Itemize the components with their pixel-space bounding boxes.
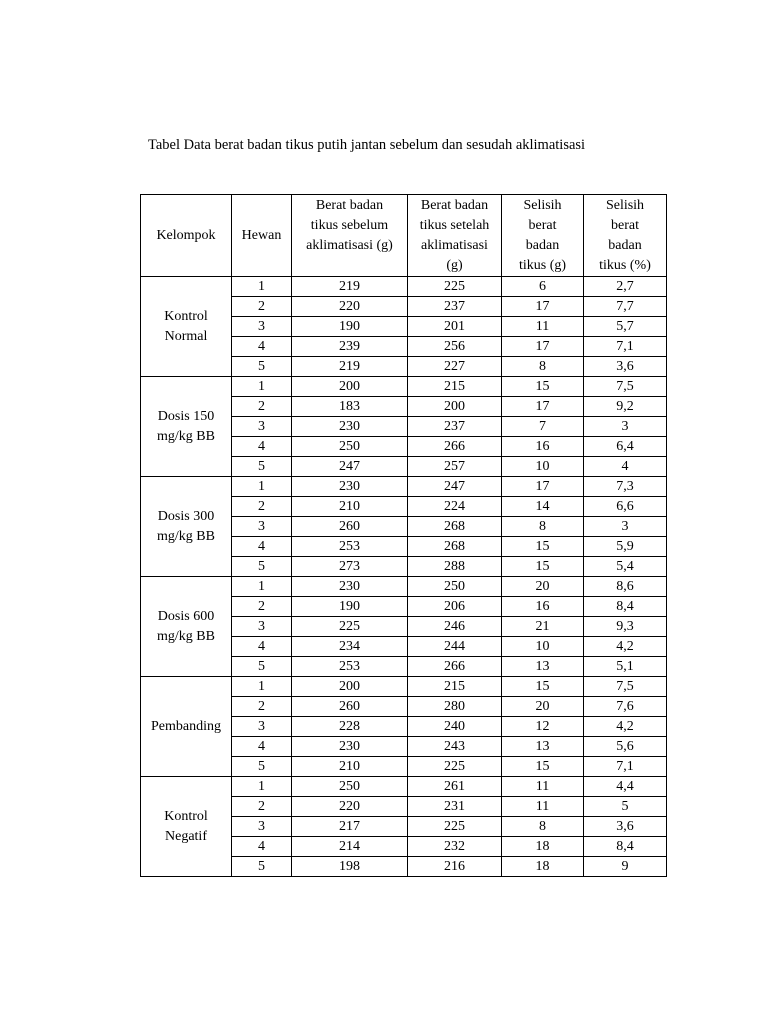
berat-sebelum-cell: 190 [292, 597, 408, 617]
selisih-pct-cell: 6,4 [584, 437, 667, 457]
group-name-line: mg/kg BB [157, 628, 215, 644]
group-name-cell [141, 677, 232, 777]
berat-setelah-cell: 237 [408, 297, 502, 317]
berat-sebelum-cell: 260 [292, 697, 408, 717]
header-line: badan [608, 238, 642, 253]
hewan-cell: 2 [232, 297, 292, 317]
selisih-g-cell: 8 [502, 817, 584, 837]
group-name-line: Dosis 600 [157, 608, 215, 624]
berat-sebelum-cell: 219 [292, 357, 408, 377]
selisih-g-cell: 17 [502, 477, 584, 497]
berat-setelah-cell: 200 [408, 397, 502, 417]
selisih-pct-cell: 7,5 [584, 677, 667, 697]
selisih-g-cell: 8 [502, 517, 584, 537]
selisih-pct-cell: 6,6 [584, 497, 667, 517]
header-line: tikus setelah [419, 218, 490, 233]
group-name-cell [141, 277, 232, 377]
berat-sebelum-cell: 228 [292, 717, 408, 737]
hewan-cell: 2 [232, 697, 292, 717]
hewan-cell: 3 [232, 517, 292, 537]
berat-setelah-cell: 232 [408, 837, 502, 857]
berat-setelah-cell: 206 [408, 597, 502, 617]
header-line: berat [611, 218, 639, 233]
group-name-line: Kontrol [164, 308, 208, 324]
selisih-pct-cell: 4,2 [584, 637, 667, 657]
selisih-pct-cell: 3 [584, 417, 667, 437]
selisih-g-cell: 15 [502, 757, 584, 777]
selisih-pct-cell: 3 [584, 517, 667, 537]
header-line: tikus sebelum [310, 218, 389, 233]
hewan-cell: 1 [232, 577, 292, 597]
group-name-cell [141, 777, 232, 877]
selisih-pct-cell: 5,9 [584, 537, 667, 557]
berat-sebelum-cell: 230 [292, 737, 408, 757]
berat-sebelum-cell: 253 [292, 657, 408, 677]
selisih-pct-cell: 5,1 [584, 657, 667, 677]
hewan-cell: 2 [232, 497, 292, 517]
selisih-pct-cell: 5 [584, 797, 667, 817]
header-selisih-pct [584, 195, 667, 277]
berat-setelah-cell: 216 [408, 857, 502, 877]
berat-setelah-cell: 268 [408, 537, 502, 557]
header-berat-setelah [408, 195, 502, 277]
berat-setelah-cell: 243 [408, 737, 502, 757]
group-name-line: Kontrol [164, 808, 208, 824]
berat-setelah-cell: 231 [408, 797, 502, 817]
header-hewan: Hewan [232, 195, 292, 277]
selisih-pct-cell: 8,6 [584, 577, 667, 597]
berat-setelah-cell: 215 [408, 677, 502, 697]
selisih-g-cell: 8 [502, 357, 584, 377]
selisih-pct-cell: 5,7 [584, 317, 667, 337]
berat-sebelum-cell: 225 [292, 617, 408, 637]
berat-setelah-cell: 227 [408, 357, 502, 377]
selisih-g-cell: 15 [502, 537, 584, 557]
hewan-cell: 5 [232, 457, 292, 477]
selisih-g-cell: 6 [502, 277, 584, 297]
header-berat-sebelum [292, 195, 408, 277]
berat-sebelum-cell: 239 [292, 337, 408, 357]
table-row [141, 577, 667, 597]
hewan-cell: 5 [232, 757, 292, 777]
berat-sebelum-cell: 217 [292, 817, 408, 837]
berat-sebelum-cell: 183 [292, 397, 408, 417]
hewan-cell: 5 [232, 557, 292, 577]
berat-sebelum-cell: 214 [292, 837, 408, 857]
selisih-pct-cell: 9,3 [584, 617, 667, 637]
header-line: Selisih [605, 198, 645, 213]
selisih-pct-cell: 7,1 [584, 337, 667, 357]
group-name-cell [141, 477, 232, 577]
berat-setelah-cell: 257 [408, 457, 502, 477]
hewan-cell: 1 [232, 777, 292, 797]
selisih-g-cell: 11 [502, 317, 584, 337]
selisih-g-cell: 15 [502, 677, 584, 697]
data-table [140, 194, 667, 877]
berat-setelah-cell: 256 [408, 337, 502, 357]
hewan-cell: 3 [232, 817, 292, 837]
hewan-cell: 3 [232, 317, 292, 337]
hewan-cell: 1 [232, 677, 292, 697]
selisih-pct-cell: 3,6 [584, 357, 667, 377]
header-line: Berat badan [315, 198, 384, 213]
berat-setelah-cell: 261 [408, 777, 502, 797]
selisih-g-cell: 11 [502, 777, 584, 797]
berat-sebelum-cell: 198 [292, 857, 408, 877]
selisih-pct-cell: 9 [584, 857, 667, 877]
header-line: tikus (g) [518, 258, 567, 273]
berat-sebelum-cell: 210 [292, 757, 408, 777]
header-line: aklimatisasi (g) [306, 238, 393, 253]
header-line: Selisih [523, 198, 562, 213]
berat-sebelum-cell: 250 [292, 777, 408, 797]
table-row [141, 677, 667, 697]
selisih-g-cell: 13 [502, 737, 584, 757]
berat-sebelum-cell: 220 [292, 797, 408, 817]
header-kelompok: Kelompok [141, 195, 232, 277]
berat-sebelum-cell: 273 [292, 557, 408, 577]
header-line: badan [525, 238, 560, 253]
table-row [141, 777, 667, 797]
berat-sebelum-cell: 210 [292, 497, 408, 517]
selisih-g-cell: 15 [502, 377, 584, 397]
hewan-cell: 1 [232, 377, 292, 397]
group-name-line: Dosis 300 [157, 508, 215, 524]
hewan-cell: 2 [232, 597, 292, 617]
selisih-pct-cell: 8,4 [584, 597, 667, 617]
berat-sebelum-cell: 200 [292, 377, 408, 397]
selisih-pct-cell: 9,2 [584, 397, 667, 417]
group-name-line: Negatif [165, 828, 207, 844]
group-name-cell [141, 577, 232, 677]
selisih-g-cell: 18 [502, 837, 584, 857]
hewan-cell: 5 [232, 357, 292, 377]
berat-setelah-cell: 246 [408, 617, 502, 637]
hewan-cell: 4 [232, 737, 292, 757]
hewan-cell: 3 [232, 617, 292, 637]
berat-setelah-cell: 237 [408, 417, 502, 437]
group-name-line: mg/kg BB [157, 528, 215, 544]
hewan-cell: 3 [232, 717, 292, 737]
table-row [141, 477, 667, 497]
group-name-line: Pembanding [151, 718, 221, 734]
selisih-pct-cell: 4,2 [584, 717, 667, 737]
hewan-cell: 4 [232, 537, 292, 557]
berat-setelah-cell: 288 [408, 557, 502, 577]
selisih-g-cell: 17 [502, 397, 584, 417]
berat-setelah-cell: 247 [408, 477, 502, 497]
header-line: tikus (%) [599, 258, 651, 273]
hewan-cell: 5 [232, 857, 292, 877]
selisih-g-cell: 14 [502, 497, 584, 517]
selisih-g-cell: 16 [502, 597, 584, 617]
selisih-pct-cell: 7,5 [584, 377, 667, 397]
selisih-g-cell: 10 [502, 637, 584, 657]
hewan-cell: 1 [232, 477, 292, 497]
berat-setelah-cell: 224 [408, 497, 502, 517]
berat-sebelum-cell: 220 [292, 297, 408, 317]
berat-setelah-cell: 250 [408, 577, 502, 597]
hewan-cell: 4 [232, 437, 292, 457]
berat-sebelum-cell: 230 [292, 577, 408, 597]
selisih-pct-cell: 5,6 [584, 737, 667, 757]
berat-sebelum-cell: 234 [292, 637, 408, 657]
header-line: aklimatisasi [421, 238, 488, 253]
berat-setelah-cell: 225 [408, 757, 502, 777]
selisih-g-cell: 13 [502, 657, 584, 677]
berat-sebelum-cell: 219 [292, 277, 408, 297]
selisih-g-cell: 20 [502, 697, 584, 717]
selisih-pct-cell: 2,7 [584, 277, 667, 297]
header-line: berat [528, 218, 557, 233]
berat-setelah-cell: 201 [408, 317, 502, 337]
table-title: Tabel Data berat badan tikus putih jantan sebelum dan sesudah aklimatisasi [148, 137, 586, 153]
selisih-g-cell: 12 [502, 717, 584, 737]
berat-sebelum-cell: 250 [292, 437, 408, 457]
hewan-cell: 3 [232, 417, 292, 437]
selisih-pct-cell: 8,4 [584, 837, 667, 857]
berat-sebelum-cell: 247 [292, 457, 408, 477]
selisih-g-cell: 21 [502, 617, 584, 637]
selisih-pct-cell: 4,4 [584, 777, 667, 797]
selisih-pct-cell: 7,1 [584, 757, 667, 777]
hewan-cell: 2 [232, 397, 292, 417]
group-name-line: Normal [164, 328, 208, 344]
group-name-line: Dosis 150 [157, 408, 215, 424]
selisih-g-cell: 10 [502, 457, 584, 477]
table-row [141, 277, 667, 297]
selisih-pct-cell: 7,3 [584, 477, 667, 497]
header-line: Berat badan [420, 198, 489, 213]
selisih-g-cell: 17 [502, 337, 584, 357]
berat-sebelum-cell: 200 [292, 677, 408, 697]
hewan-cell: 5 [232, 657, 292, 677]
group-name-line: mg/kg BB [157, 428, 215, 444]
selisih-pct-cell: 7,6 [584, 697, 667, 717]
selisih-pct-cell: 7,7 [584, 297, 667, 317]
group-name-cell [141, 377, 232, 477]
selisih-g-cell: 18 [502, 857, 584, 877]
selisih-pct-cell: 4 [584, 457, 667, 477]
berat-setelah-cell: 268 [408, 517, 502, 537]
hewan-cell: 4 [232, 337, 292, 357]
selisih-g-cell: 15 [502, 557, 584, 577]
selisih-g-cell: 11 [502, 797, 584, 817]
selisih-g-cell: 17 [502, 297, 584, 317]
table-row [141, 377, 667, 397]
berat-setelah-cell: 266 [408, 657, 502, 677]
hewan-cell: 4 [232, 637, 292, 657]
hewan-cell: 1 [232, 277, 292, 297]
header-row [141, 195, 667, 277]
selisih-g-cell: 16 [502, 437, 584, 457]
berat-setelah-cell: 266 [408, 437, 502, 457]
berat-setelah-cell: 280 [408, 697, 502, 717]
hewan-cell: 2 [232, 797, 292, 817]
selisih-pct-cell: 3,6 [584, 817, 667, 837]
berat-setelah-cell: 244 [408, 637, 502, 657]
berat-setelah-cell: 225 [408, 817, 502, 837]
hewan-cell: 4 [232, 837, 292, 857]
selisih-pct-cell: 5,4 [584, 557, 667, 577]
selisih-g-cell: 20 [502, 577, 584, 597]
berat-sebelum-cell: 260 [292, 517, 408, 537]
berat-sebelum-cell: 230 [292, 477, 408, 497]
table-body [141, 277, 667, 877]
selisih-g-cell: 7 [502, 417, 584, 437]
berat-setelah-cell: 215 [408, 377, 502, 397]
berat-setelah-cell: 240 [408, 717, 502, 737]
header-line: (g) [446, 258, 463, 273]
berat-sebelum-cell: 190 [292, 317, 408, 337]
berat-sebelum-cell: 230 [292, 417, 408, 437]
berat-sebelum-cell: 253 [292, 537, 408, 557]
header-selisih-g [502, 195, 584, 277]
berat-setelah-cell: 225 [408, 277, 502, 297]
